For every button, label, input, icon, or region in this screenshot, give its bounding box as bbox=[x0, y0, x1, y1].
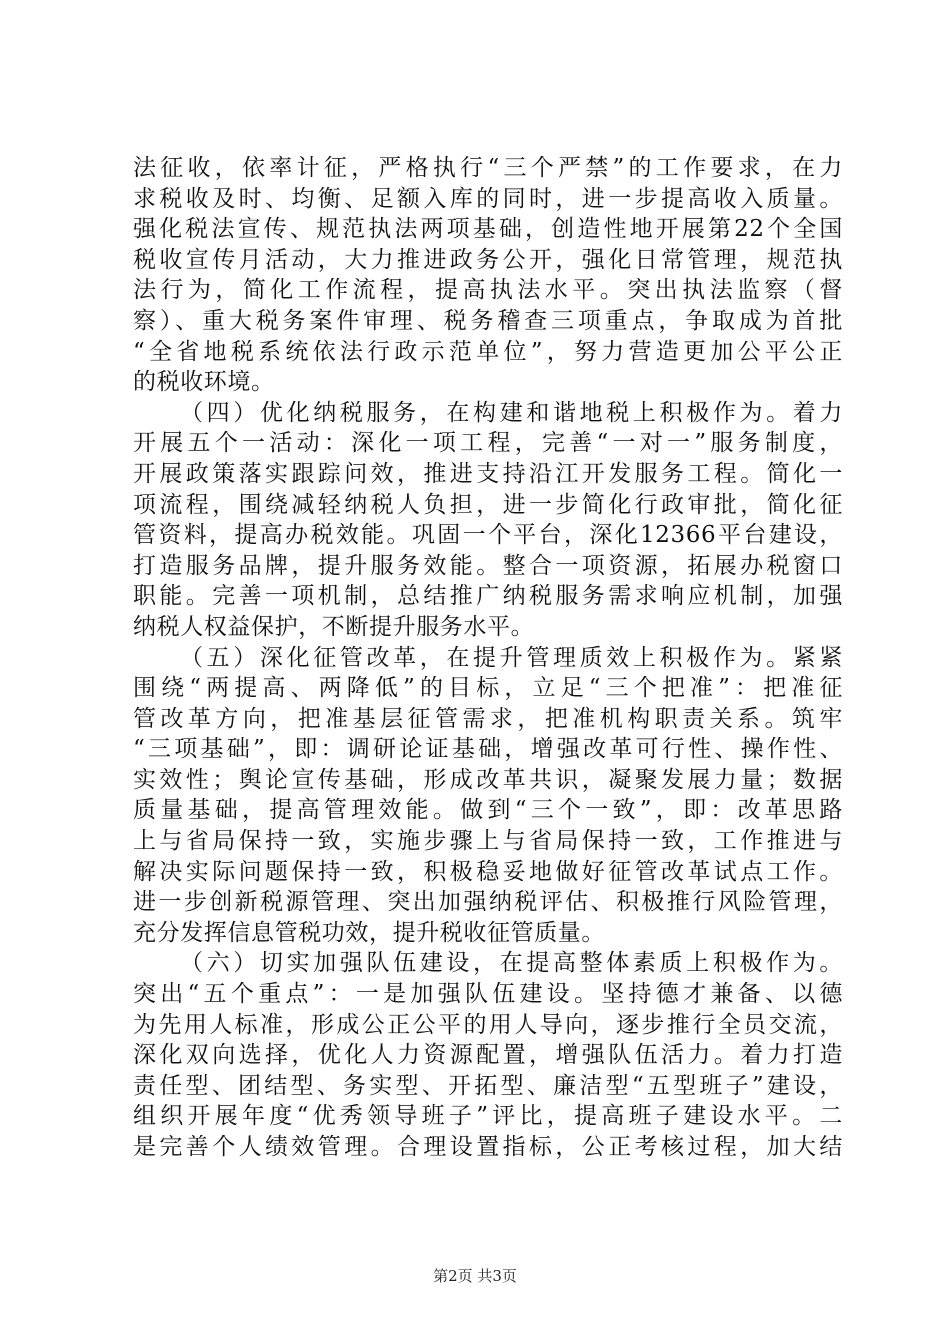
text-line: 实效性；舆论宣传基础，形成改革共识，凝聚发展力量；数据 bbox=[133, 766, 843, 793]
text-line: 进一步创新税源管理、突出加强纳税评估、积极推行风险管理， bbox=[133, 889, 843, 916]
text-line: 围绕“两提高、两降低”的目标，立足“三个把准”：把准征 bbox=[133, 675, 843, 702]
text-line: 充分发挥信息管税功效，提升税收征管质量。 bbox=[133, 919, 605, 946]
text-line: 质量基础，提高管理效能。做到“三个一致”，即：改革思路 bbox=[133, 797, 843, 824]
text-line: 是完善个人绩效管理。合理设置指标，公正考核过程，加大结 bbox=[133, 1134, 843, 1160]
text-line: 打造服务品牌，提升服务效能。整合一项资源，拓展办税窗口 bbox=[133, 552, 843, 579]
page-footer: 第2页 共3页 bbox=[433, 1267, 517, 1285]
text-line: “三项基础”，即：调研论证基础，增强改革可行性、操作性、 bbox=[133, 736, 843, 763]
text-line: 为先用人标准，形成公正公平的用人导向，逐步推行全员交流， bbox=[133, 1011, 843, 1038]
text-line: 职能。完善一项机制，总结推广纳税服务需求响应机制，加强 bbox=[133, 583, 843, 610]
text-line: 察）、重大税务案件审理、税务稽查三项重点，争取成为首批 bbox=[133, 307, 843, 334]
text-line: 管改革方向，把准基层征管需求，把准机构职责关系。筑牢 bbox=[133, 705, 843, 732]
text-line: 法行为，简化工作流程，提高执法水平。突出执法监察（督 bbox=[133, 277, 843, 304]
section-heading-line: （四）优化纳税服务，在构建和谐地税上积极作为。着力 bbox=[180, 399, 843, 426]
text-line: 法征收，依率计征，严格执行“三个严禁”的工作要求，在力 bbox=[133, 155, 843, 181]
text-line: 责任型、团结型、务实型、开拓型、廉洁型“五型班子”建设， bbox=[133, 1072, 843, 1099]
text-line: 管资料，提高办税效能。巩固一个平台，深化12366平台建设， bbox=[133, 522, 843, 549]
text-line: 纳税人权益保护，不断提升服务水平。 bbox=[133, 613, 535, 640]
text-line: 解决实际问题保持一致，积极稳妥地做好征管改革试点工作。 bbox=[133, 858, 843, 885]
text-line: 开展五个一活动：深化一项工程，完善“一对一”服务制度， bbox=[133, 430, 843, 457]
text-line: 项流程，围绕减轻纳税人负担，进一步简化行政审批，简化征 bbox=[133, 491, 843, 518]
text-line: 税收宣传月活动，大力推进政务公开，强化日常管理，规范执 bbox=[133, 246, 843, 273]
text-line: 的税收环境。 bbox=[133, 369, 275, 396]
text-line: 突出“五个重点”：一是加强队伍建设。坚持德才兼备、以德 bbox=[133, 981, 843, 1008]
text-line: 深化双向选择，优化人力资源配置，增强队伍活力。着力打造 bbox=[133, 1042, 843, 1069]
text-line: 开展政策落实跟踪问效，推进支持沿江开发服务工程。简化一 bbox=[133, 460, 843, 487]
section-heading-line: （六）切实加强队伍建设，在提高整体素质上积极作为。 bbox=[180, 950, 843, 977]
text-line: 求税收及时、均衡、足额入库的同时，进一步提高收入质量。 bbox=[133, 185, 843, 212]
text-line: 强化税法宣传、规范执法两项基础，创造性地开展第22个全国 bbox=[133, 216, 843, 243]
section-heading-line: （五）深化征管改革，在提升管理质效上积极作为。紧紧 bbox=[180, 644, 843, 671]
document-body bbox=[133, 153, 843, 1163]
text-line: 上与省局保持一致，实施步骤上与省局保持一致，工作推进与 bbox=[133, 828, 843, 855]
text-line: 组织开展年度“优秀领导班子”评比，提高班子建设水平。二 bbox=[133, 1103, 843, 1130]
text-line: “全省地税系统依法行政示范单位”，努力营造更加公平公正 bbox=[133, 338, 843, 365]
